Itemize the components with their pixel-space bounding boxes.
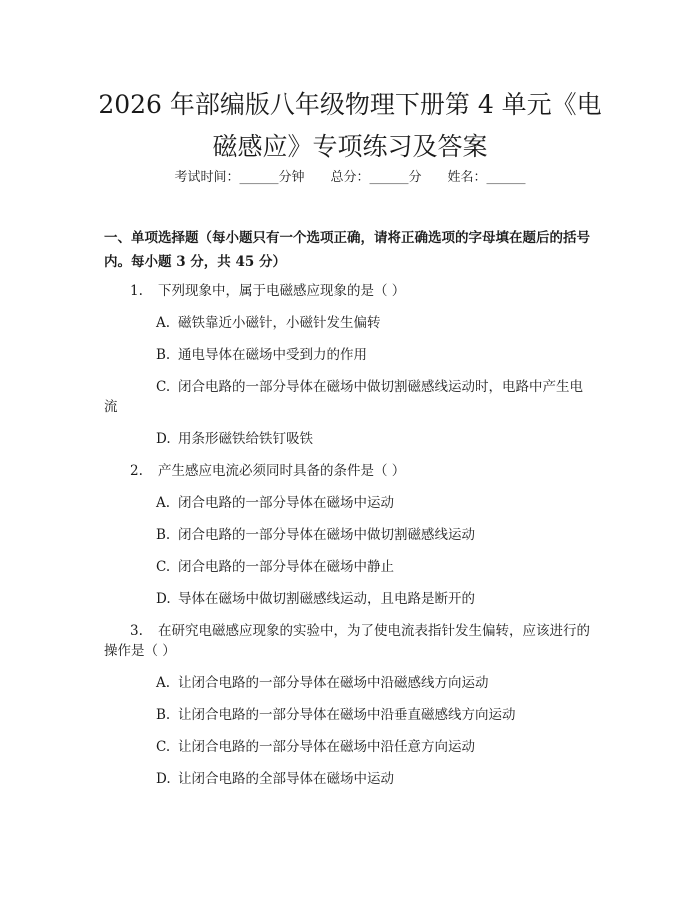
question-2-option-c [156, 556, 394, 578]
option-text: 用条形磁铁给铁钉吸铁 [178, 431, 313, 447]
question-2-option-b [156, 524, 475, 546]
question-2-option-d [156, 588, 475, 610]
question-1-option-c [156, 376, 583, 398]
question-1-option-c-continued: 流 [104, 399, 118, 415]
section-heading: 一、单项选择题（每小题只有一个选项正确，请将正确选项的字母填在题后的括号内。每小题 3 分，共 45 分） [104, 230, 590, 270]
option-letter: D. [156, 591, 171, 607]
option-letter: A. [156, 495, 171, 511]
question-2-stem [130, 460, 405, 482]
option-letter: C. [156, 559, 171, 575]
option-letter: A. [156, 675, 171, 691]
question-text: 下列现象中，属于电磁感应现象的是（ ） [158, 283, 406, 299]
option-text: 磁铁靠近小磁针，小磁针发生偏转 [178, 315, 381, 331]
option-letter: C. [156, 379, 171, 395]
option-text: 让闭合电路的一部分导体在磁场中沿垂直磁感线方向运动 [178, 707, 516, 723]
option-text: 让闭合电路的一部分导体在磁场中沿任意方向运动 [178, 739, 475, 755]
option-text: 导体在磁场中做切割磁感线运动，且电路是断开的 [178, 591, 475, 607]
option-text: 闭合电路的一部分导体在磁场中静止 [178, 559, 394, 575]
option-letter: D. [156, 771, 171, 787]
option-letter: D. [156, 431, 171, 447]
question-1-option-a [156, 312, 381, 334]
question-3-option-b [156, 704, 516, 726]
question-1-option-d [156, 428, 313, 450]
question-text: 产生感应电流必须同时具备的条件是（ ） [158, 463, 406, 479]
question-number: 2. [130, 463, 143, 479]
option-letter: B. [156, 707, 171, 723]
option-text: 闭合电路的一部分导体在磁场中做切割磁感线运动时，电路中产生电 [178, 379, 583, 395]
document-title: 2026 年部编版八年级物理下册第 4 单元《电磁感应》专项练习及答案 [98, 90, 602, 161]
exam-info-line: 考试时间：______分钟 总分：______分 姓名：______ [174, 170, 526, 185]
option-text: 让闭合电路的全部导体在磁场中运动 [178, 771, 394, 787]
question-number: 3. [130, 623, 143, 639]
question-3-stem [130, 620, 590, 642]
option-text: 让闭合电路的一部分导体在磁场中沿磁感线方向运动 [178, 675, 489, 691]
option-text: 闭合电路的一部分导体在磁场中做切割磁感线运动 [178, 527, 475, 543]
question-text: 在研究电磁感应现象的实验中，为了使电流表指针发生偏转，应该进行的 [158, 623, 590, 639]
question-3-stem-continued: 操作是（ ） [104, 643, 176, 659]
question-2-option-a [156, 492, 394, 514]
question-number: 1. [130, 283, 143, 299]
option-letter: C. [156, 739, 171, 755]
question-1-option-b [156, 344, 367, 366]
option-letter: A. [156, 315, 171, 331]
question-1-stem [130, 280, 405, 302]
question-3-option-d [156, 768, 394, 790]
question-3-option-c [156, 736, 475, 758]
option-letter: B. [156, 527, 171, 543]
option-text: 闭合电路的一部分导体在磁场中运动 [178, 495, 394, 511]
option-letter: B. [156, 347, 171, 363]
question-3-option-a [156, 672, 489, 694]
option-text: 通电导体在磁场中受到力的作用 [178, 347, 367, 363]
